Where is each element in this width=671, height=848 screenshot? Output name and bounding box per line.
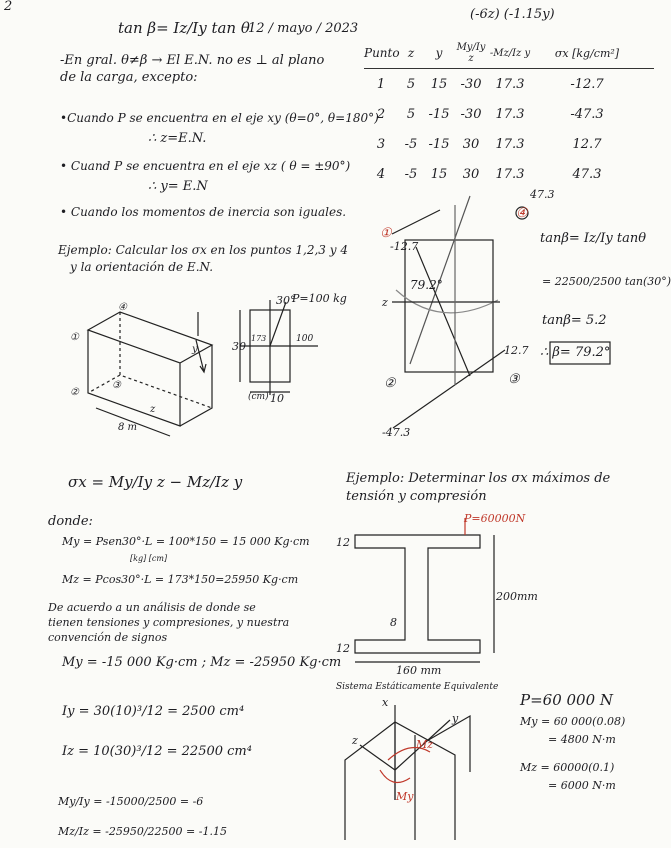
analysis-line-1: De acuerdo a un análisis de donde se [48,601,256,614]
case-1: •Cuando P se encuentra en el eje xy (θ=0°, θ=180°) [60,111,379,125]
section-label-cm: (cm) [248,392,269,402]
stress-label-127: 12.7 [504,344,529,357]
section-label-y30: 30° [276,294,296,307]
moment-mz: Mz [416,738,434,751]
stress-point-3: ③ [508,372,520,387]
moment-my: My [396,790,414,803]
cell: 30 [462,136,480,152]
cell: 17.3 [495,166,525,182]
title-formula: tan β= Iz/Iy tan θ [118,19,250,37]
example-2-line-2: tensión y compresión [346,489,487,504]
example-1-line-1: Ejemplo: Calcular los σx en los puntos 1,2,3 y 4 [58,243,348,257]
cell: 30 [462,166,480,182]
section-label-p: P=100 kg [292,292,347,305]
cell: 15 [430,76,448,92]
stress-point-4: ④ [516,206,528,221]
beam-label-y: y [192,344,198,355]
stress-point-1: ① [380,226,392,241]
cell: 5 [406,106,416,122]
example-2-mz: Mz = 60000(0.1) [520,761,615,774]
cell: 5 [406,76,416,92]
ibeam-dim-height: 200mm [496,590,538,603]
example-2-line-1: Ejemplo: Determinar los σx máximos de [346,471,611,486]
beam-label-length: 8 m [118,422,138,433]
stress-point-2: ② [384,376,396,391]
stress-label-z: z [382,296,388,309]
ibeam-dim-bottom: 12 [336,642,350,655]
example-2-my: My = 60 000(0.08) [520,715,626,728]
cell: -30 [460,76,482,92]
case-2-result: ∴ y= E.N [148,179,208,194]
case-1-result: ∴ z=E.N. [148,131,207,146]
date: 12 / mayo / 2023 [248,21,359,36]
ibeam-dim-top: 12 [336,536,350,549]
cell: 17.3 [495,136,525,152]
section-label-173: 173 [251,334,267,343]
cell: 15 [430,166,448,182]
my-units: [kg] [cm] [130,554,168,563]
section-label-height: 30 [232,340,246,353]
column-header-top: (-6z) (-1.15y) [470,7,555,22]
stress-label-neg473: -47.3 [382,426,411,439]
ibeam-dim-width: 160 mm [396,664,442,677]
example-2-load: P=60000N [464,512,526,525]
beam-label-z: z [150,404,156,415]
beam-hidden-edges [88,312,212,408]
iy-formula: Iy = 30(10)³/12 = 2500 cm⁴ [62,704,245,719]
cell: -12.7 [570,76,604,92]
cell: 12.7 [572,136,602,152]
cell: 17.3 [495,76,525,92]
beam-point-3: ③ [112,380,121,391]
mz-formula: Mz = Pcos30°·L = 173*150=25950 Kg·cm [62,573,299,586]
ratio-1: My/Iy = -15000/2500 = -6 [58,795,204,808]
signs-formula: My = -15 000 Kg·cm ; Mz = -25950 Kg·cm [62,655,342,670]
note-line-1: -En gral. θ≠β → El E.N. no es ⊥ al plano [60,53,325,68]
case-2: • Cuand P se encuentra en el eje xz ( θ = ±90°) [60,159,351,173]
i-beam-3d [345,716,470,840]
iz-formula: Iz = 10(30)³/12 = 22500 cm⁴ [62,744,252,759]
beam-point-2: ② [70,387,79,398]
cell: 17.3 [495,106,525,122]
cell: 3 [376,136,386,152]
cell: -15 [428,106,450,122]
cell: 1 [376,76,386,92]
i-beam-section [355,535,480,653]
stress-label-neg127: -12.7 [390,240,419,253]
col-header: σx [kg/cm²] [554,46,620,60]
example-2-mz-res: = 6000 N·m [548,779,616,792]
cell: 2 [376,106,386,122]
stress-section [405,240,493,372]
beam-point-4: ④ [118,302,127,313]
system-title: Sistema Estáticamente Equivalente [336,682,499,692]
section-label-width: 10 [270,392,284,405]
cell: -47.3 [570,106,604,122]
section-label-100: 100 [296,334,314,344]
axis-x: x [382,696,389,709]
ibeam-dim-web: 8 [390,616,397,629]
cell: 47.3 [572,166,602,182]
analysis-line-3: convención de signos [48,631,168,644]
cell: 4 [376,166,386,182]
beta-result: ∴ β= 79.2° [540,345,611,360]
stress-label-473: 47.3 [530,188,555,201]
tan-result: tanβ= 5.2 [542,313,607,328]
example-1-line-2: y la orientación de E.N. [70,260,214,274]
col-header: My/Iy z [456,42,486,64]
note-line-2: de la carga, excepto: [60,70,198,85]
tan-sub: = 22500/2500 tan(30°) [542,275,671,288]
donde-label: donde: [48,514,93,529]
ratio-2: Mz/Iz = -25950/22500 = -1.15 [58,825,227,838]
axis-z: z [352,734,358,747]
axis-y: y [452,712,459,725]
example-2-p: P=60 000 N [520,691,614,709]
beam-point-1: ① [70,332,79,343]
cell: -15 [428,136,450,152]
tan-formula: tanβ= Iz/Iy tanθ [540,231,647,246]
cell: -30 [460,106,482,122]
stress-formula-main: σx = My/Iy z − Mz/Iz y [68,473,243,491]
page-mark: 2 [4,0,13,14]
stress-label-angle: 79.2° [410,278,443,292]
col-header: z [407,46,415,60]
cell: -5 [404,136,418,152]
col-header: y [435,46,443,60]
col-header: -Mz/Iz y [489,47,531,59]
section-load [270,302,286,346]
example-2-my-res: = 4800 N·m [548,733,616,746]
my-formula: My = Psen30°·L = 100*150 = 15 000 Kg·cm [62,535,310,548]
z-axis-arrow [360,745,395,770]
analysis-line-2: tienen tensiones y compresiones, y nuestra [48,616,290,629]
case-3: • Cuando los momentos de inercia son iguales. [60,205,347,219]
cell: -5 [404,166,418,182]
col-header: Punto [364,46,400,60]
